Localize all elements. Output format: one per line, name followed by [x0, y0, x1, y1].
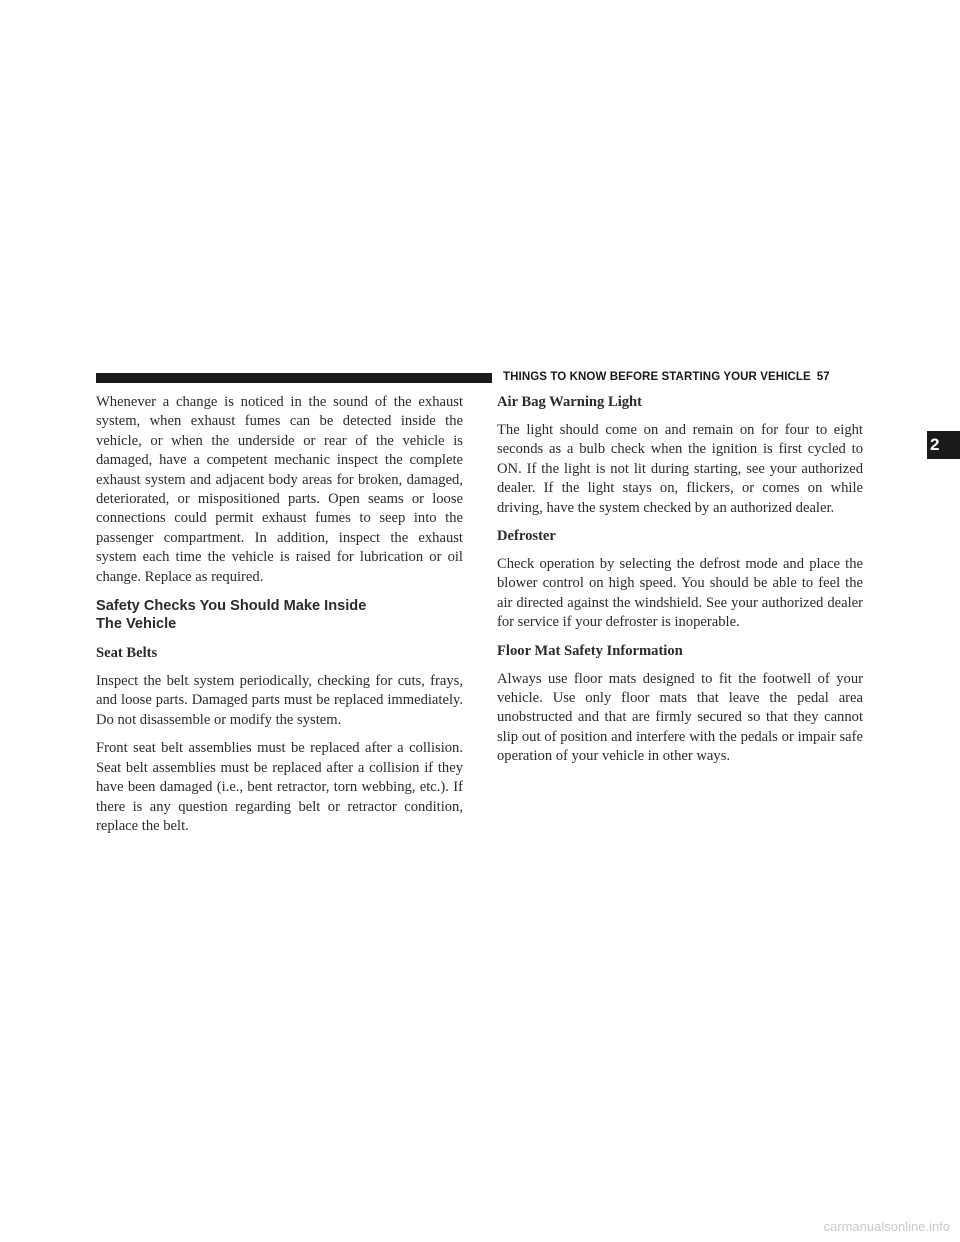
header-rule [96, 373, 492, 383]
running-header [503, 371, 830, 383]
left-column [96, 393, 463, 845]
chapter-tab [927, 431, 960, 459]
air-bag-heading: Air Bag Warning Light [497, 394, 643, 410]
exhaust-paragraph: Whenever a change is noticed in the sound of the exhaust system, when exhaust fumes can be detected inside the vehicle, or when the underside or rear of the vehicle is damaged, have a competent mechanic inspect the complete exhaust system and adjacent body areas for broken, damaged, deteriorated, or mispositioned parts. Open seams or loose connections could permit exhaust fumes to seep into the passenger compartment. In addition, inspect the exhaust system each time the vehicle is raised for lubrication or oil change. Replace as required. [96, 394, 463, 585]
defroster-paragraph: Check operation by selecting the defrost mode and place the blower control on high speed. You should be able to feel the air directed against the windshield. See your authorized dealer for service if your defroster is inoperable. [497, 556, 863, 631]
defroster-heading: Defroster [497, 528, 556, 545]
header-title-text: THINGS TO KNOW BEFORE STARTING YOUR VEHICLE [503, 371, 811, 383]
seat-belts-paragraph-1: Inspect the belt system periodically, checking for cuts, frays, and loose parts. Damaged parts must be replaced immediately. Do not disassemble or modify the system. [96, 673, 463, 728]
right-column [497, 393, 863, 776]
seat-belts-paragraph-2: Front seat belt assemblies must be replaced after a collision. Seat belt assemblies must be replaced after a collision if they have been damaged (i.e., bent retractor, torn webbing, etc.). If there is any question regarding belt or retractor condition, replace the belt. [96, 740, 463, 834]
chapter-number: 2 [930, 435, 940, 454]
air-bag-paragraph: The light should come on and remain on for four to eight seconds as a bulb check when the ignition is first cycled to ON. If the light is not lit during starting, see your authorized dealer. If the light stays on, flickers, or comes on while driving, have the system checked by an authorized dealer. [497, 422, 863, 516]
floor-mat-heading: Floor Mat Safety Information [497, 642, 683, 659]
floor-mat-paragraph: Always use floor mats designed to fit the footwell of your vehicle. Use only floor mats that leave the pedal area unobstructed and that are firmly secured so that they cannot slip out of position and interfere with the pedals or impair safe operation of your vehicle in other ways. [497, 670, 863, 765]
seat-belts-heading: Seat Belts [96, 645, 158, 662]
footer-watermark: carmanualsonline.info [823, 1219, 950, 1234]
section-heading-inside-checks: Safety Checks You Should Make Inside The Vehicle [96, 598, 367, 633]
page-number: 57 [816, 371, 830, 383]
